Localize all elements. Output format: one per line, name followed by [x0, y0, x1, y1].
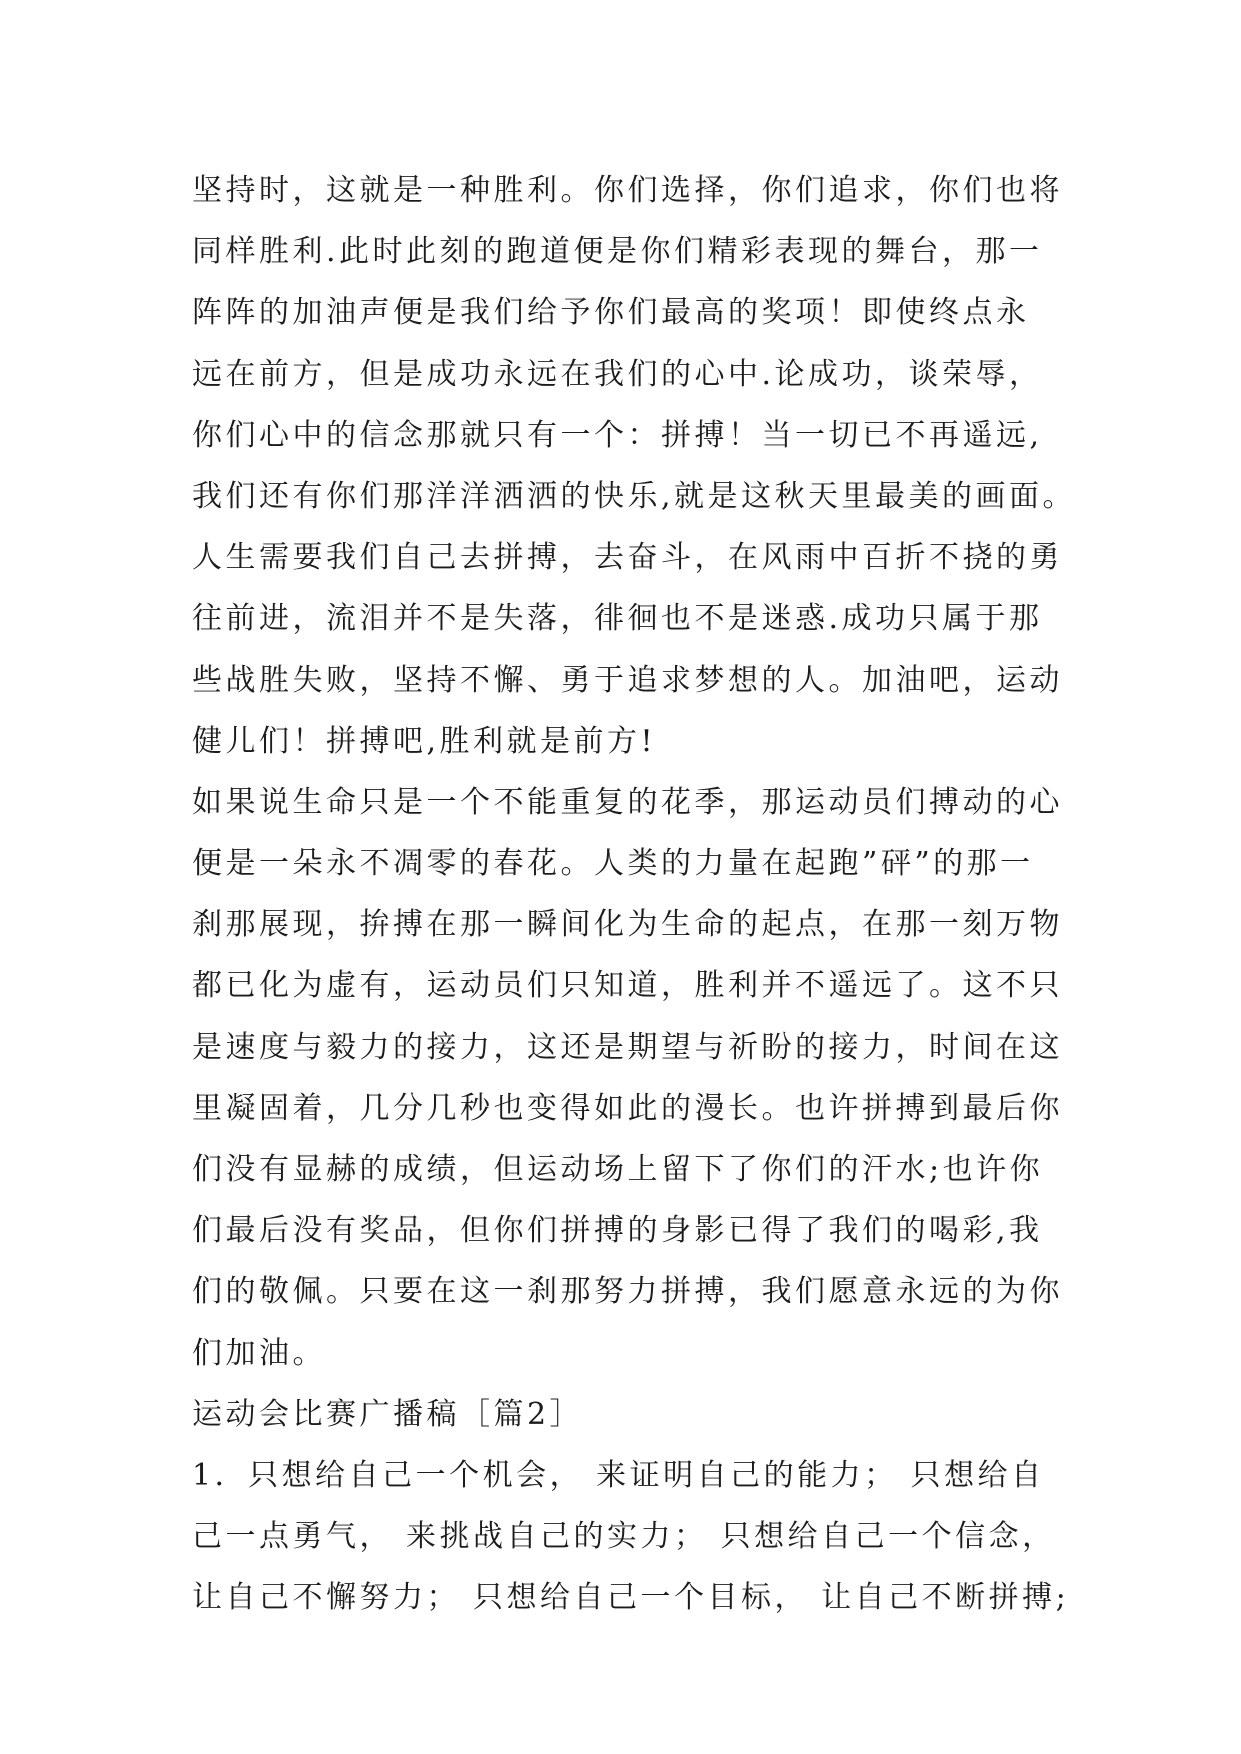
text-line: 往前进，流泪并不是失落，徘徊也不是迷惑.成功只属于那 — [192, 601, 1043, 637]
text-line: 你们心中的信念那就只有一个：拼搏！当一切已不再遥远, — [192, 417, 1043, 453]
text-line: 如果说生命只是一个不能重复的花季，那运动员们搏动的心 — [192, 784, 1063, 820]
text-line: 己一点勇气， 来挑战自己的实力； 只想给自己一个信念， — [192, 1519, 1056, 1555]
text-line: 让自己不懈努力； 只想给自己一个目标， 让自己不断拼搏; — [192, 1580, 1070, 1616]
text-line: 远在前方，但是成功永远在我们的心中.论成功，谈荣辱， — [192, 356, 1043, 392]
text-line: 健儿们！拼搏吧,胜利就是前方! — [192, 723, 657, 759]
text-line: 人生需要我们自己去拼搏，去奋斗，在风雨中百折不挠的勇 — [192, 540, 1063, 576]
text-line: 刹那展现，拚搏在那一瞬间化为生命的起点，在那一刻万物 — [192, 907, 1063, 943]
text-line: 们加油。 — [192, 1335, 326, 1371]
text-line: 们的敬佩。只要在这一刹那努力拼搏，我们愿意永远的为你 — [192, 1274, 1063, 1310]
text-line: 是速度与毅力的接力，这还是期望与祈盼的接力，时间在这 — [192, 1029, 1063, 1065]
text-line: 坚持时，这就是一种胜利。你们选择，你们追求，你们也将 — [192, 173, 1063, 208]
text-line: 都已化为虚有，运动员们只知道，胜利并不遥远了。这不只 — [192, 968, 1063, 1004]
text-line: 同样胜利.此时此刻的跑道便是你们精彩表现的舞台，那一 — [192, 234, 1043, 270]
text-line: 们没有显赫的成绩，但运动场上留下了你们的汗水;也许你 — [192, 1152, 1044, 1187]
text-line: 便是一朵永不凋零的春花。人类的力量在起跑”砰”的那一 — [192, 846, 1034, 882]
text-line: 们最后没有奖品，但你们拼搏的身影已得了我们的喝彩,我 — [192, 1213, 1043, 1249]
text-line: 阵阵的加油声便是我们给予你们最高的奖项！即使终点永 — [192, 295, 1030, 331]
body-text — [192, 160, 1077, 1629]
section-heading: 运动会比赛广播稿［篇2］ — [192, 1396, 584, 1432]
text-line: 1．只想给自己一个机会， 来证明自己的能力； 只想给自 — [192, 1457, 1045, 1493]
text-line: 我们还有你们那洋洋洒洒的快乐,就是这秋天里最美的画面。 — [192, 478, 1077, 514]
text-line: 些战胜失败，坚持不懈、勇于追求梦想的人。加油吧，运动 — [192, 662, 1063, 698]
text-line: 里凝固着，几分几秒也变得如此的漫长。也许拼搏到最后你 — [192, 1090, 1063, 1126]
